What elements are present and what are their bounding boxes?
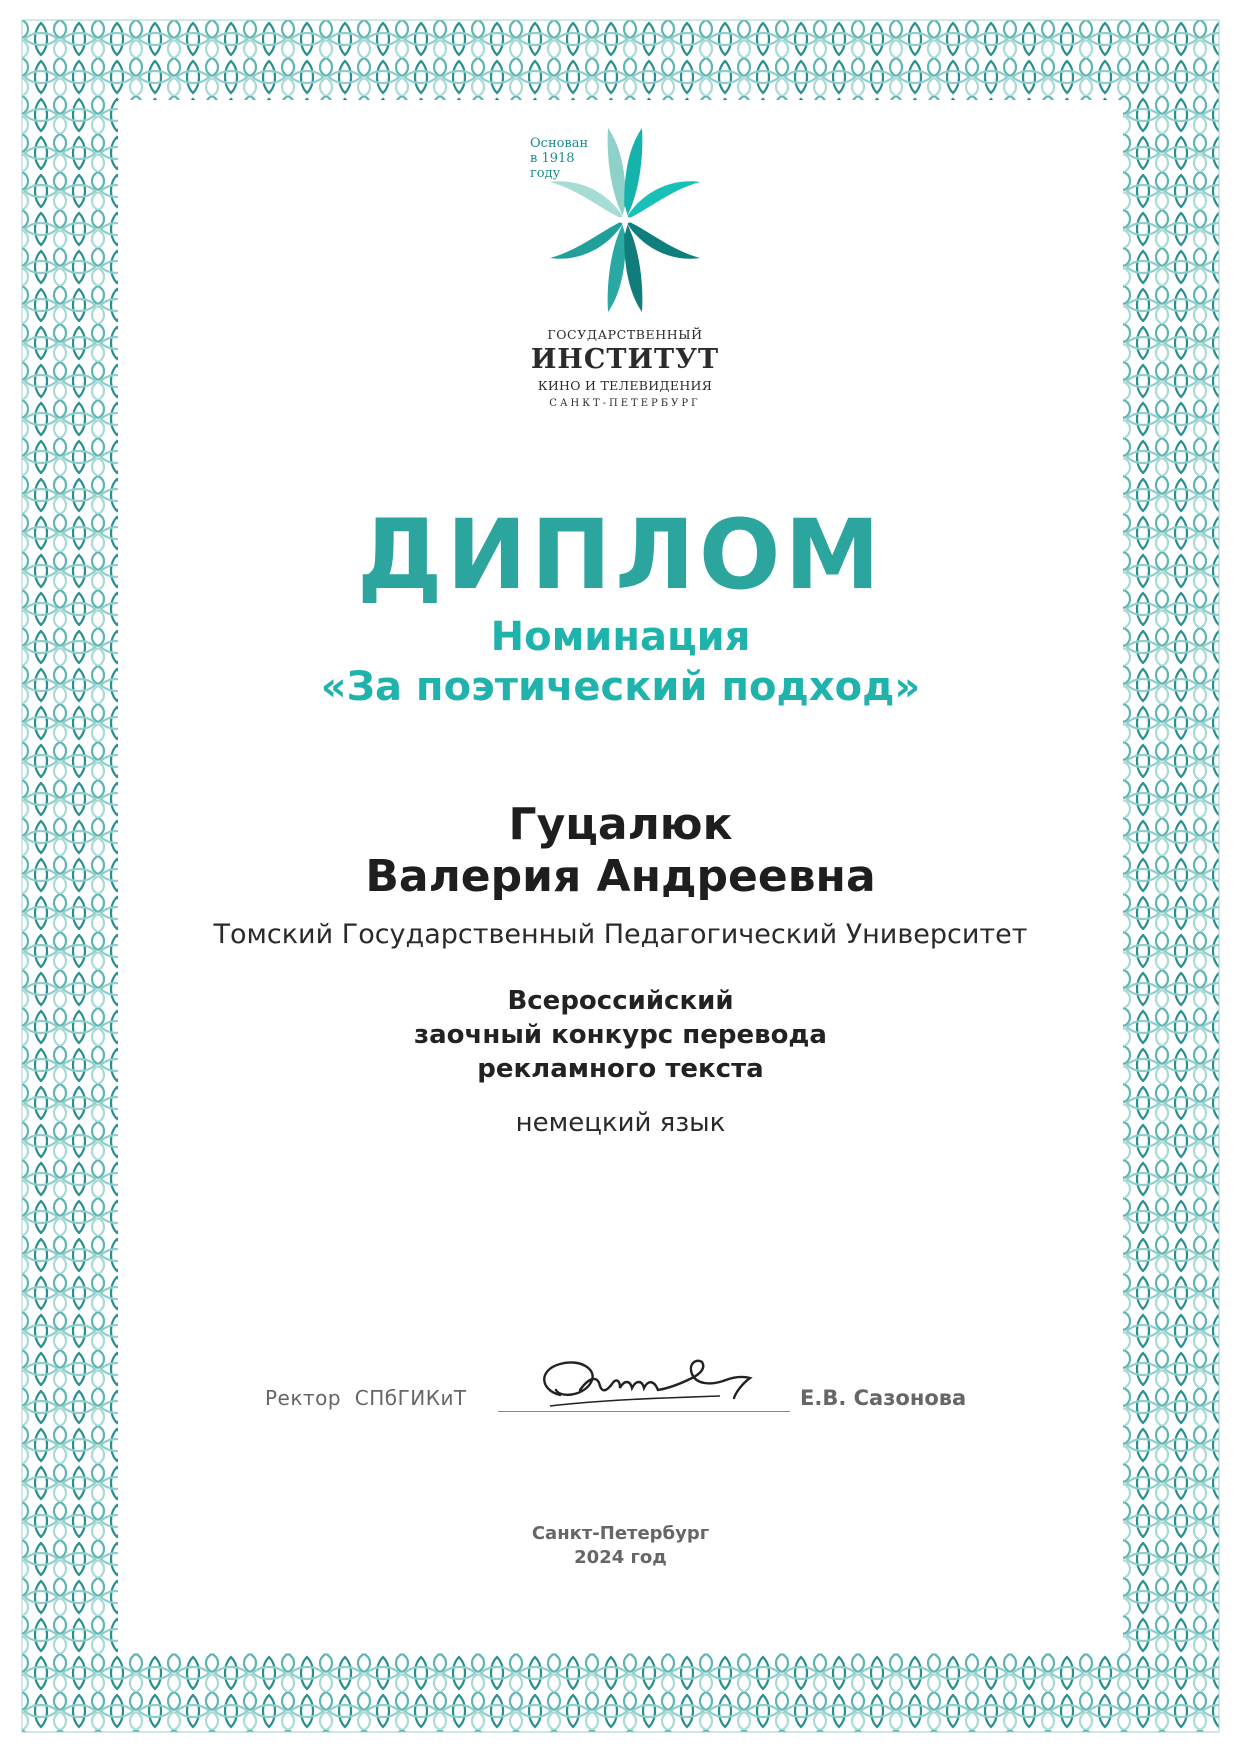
logo-line-state: ГОСУДАРСТВЕННЫЙ (547, 327, 703, 342)
contest-title-line: Всероссийский (507, 986, 734, 1016)
nomination-label: Номинация (490, 614, 751, 660)
recipient-surname: Гуцалюк (508, 799, 733, 850)
rector-label: Ректор СПбГИКиТ (265, 1386, 467, 1410)
recipient-university: Томский Государственный Педагогический Университет (213, 919, 1028, 950)
institute-logo (520, 120, 730, 420)
four-petal-flower-icon (520, 120, 730, 320)
logo-founded-line2: в 1918 (530, 151, 575, 166)
footer-city: Санкт-Петербург (531, 1523, 710, 1544)
contest-language: немецкий язык (515, 1108, 726, 1138)
nomination-name: «За поэтический подход» (320, 664, 921, 710)
signature-block (0, 1340, 1241, 1420)
rector-name: Е.В. Сазонова (800, 1386, 967, 1410)
contest-title-line: заочный конкурс перевода (414, 1020, 827, 1050)
footer-year: 2024 год (574, 1547, 667, 1568)
logo-line-institute: ИНСТИТУТ (530, 344, 720, 375)
contest-title-line: рекламного текста (477, 1054, 764, 1084)
recipient-given-names: Валерия Андреевна (365, 851, 876, 902)
logo-founded-line3: году (530, 166, 561, 181)
handwritten-signature (520, 1340, 780, 1420)
diploma-title: ДИПЛОМ (356, 499, 885, 611)
logo-founded-line1: Основан (530, 136, 589, 151)
logo-line-city: САНКТ-ПЕТЕРБУРГ (549, 398, 701, 409)
logo-line-film-tv: КИНО И ТЕЛЕВИДЕНИЯ (537, 378, 713, 393)
